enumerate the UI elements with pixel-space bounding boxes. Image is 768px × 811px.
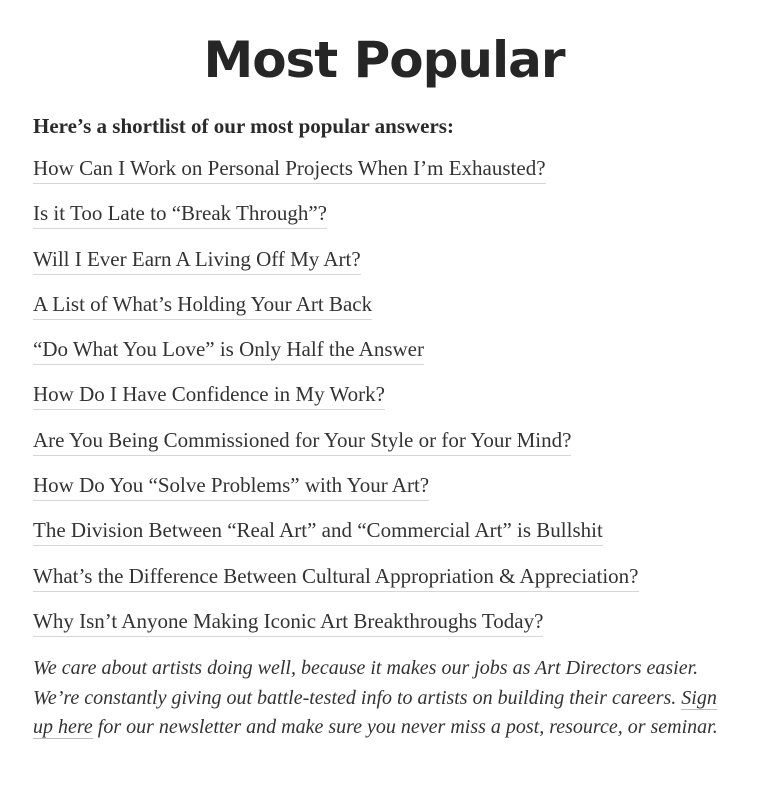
answer-link[interactable]: “Do What You Love” is Only Half the Answer — [33, 335, 424, 365]
answer-link[interactable]: How Do I Have Confidence in My Work? — [33, 380, 385, 410]
list-item — [33, 245, 639, 290]
list-item — [33, 471, 639, 516]
answer-link[interactable]: A List of What’s Holding Your Art Back — [33, 290, 372, 320]
list-item — [33, 199, 639, 244]
answer-link[interactable]: Is it Too Late to “Break Through”? — [33, 199, 327, 229]
list-item — [33, 380, 639, 425]
list-item — [33, 516, 639, 561]
list-item — [33, 562, 639, 607]
intro-text: Here’s a shortlist of our most popular answers: — [33, 114, 454, 138]
list-item — [33, 290, 639, 335]
answer-link[interactable]: How Do You “Solve Problems” with Your Art? — [33, 471, 429, 501]
answer-link[interactable]: Are You Being Commissioned for Your Style or for Your Mind? — [33, 426, 571, 456]
list-item — [33, 335, 639, 380]
answer-link[interactable]: The Division Between “Real Art” and “Commercial Art” is Bullshit — [33, 516, 603, 546]
newsletter-signup-link[interactable]: Sign up here — [33, 686, 717, 738]
answer-link[interactable]: What’s the Difference Between Cultural Appropriation & Appreciation? — [33, 562, 639, 592]
answer-link[interactable]: Will I Ever Earn A Living Off My Art? — [33, 245, 361, 275]
list-item — [33, 607, 639, 652]
list-item — [33, 154, 639, 199]
popular-answers-list — [33, 154, 639, 652]
outro-text-after: for our newsletter and make sure you never miss a post, resource, or seminar. — [92, 716, 718, 738]
list-item — [33, 426, 639, 471]
answer-link[interactable]: Why Isn’t Anyone Making Iconic Art Breakthroughs Today? — [33, 607, 543, 637]
outro-text-before: We care about artists doing well, because it makes our jobs as Art Directors easier. We’re constantly giving out battle-tested info to artists on building their careers. — [33, 657, 699, 709]
newsletter-paragraph — [33, 654, 733, 743]
page-title: Most Popular — [203, 31, 565, 89]
answer-link[interactable]: How Can I Work on Personal Projects When I’m Exhausted? — [33, 154, 546, 184]
